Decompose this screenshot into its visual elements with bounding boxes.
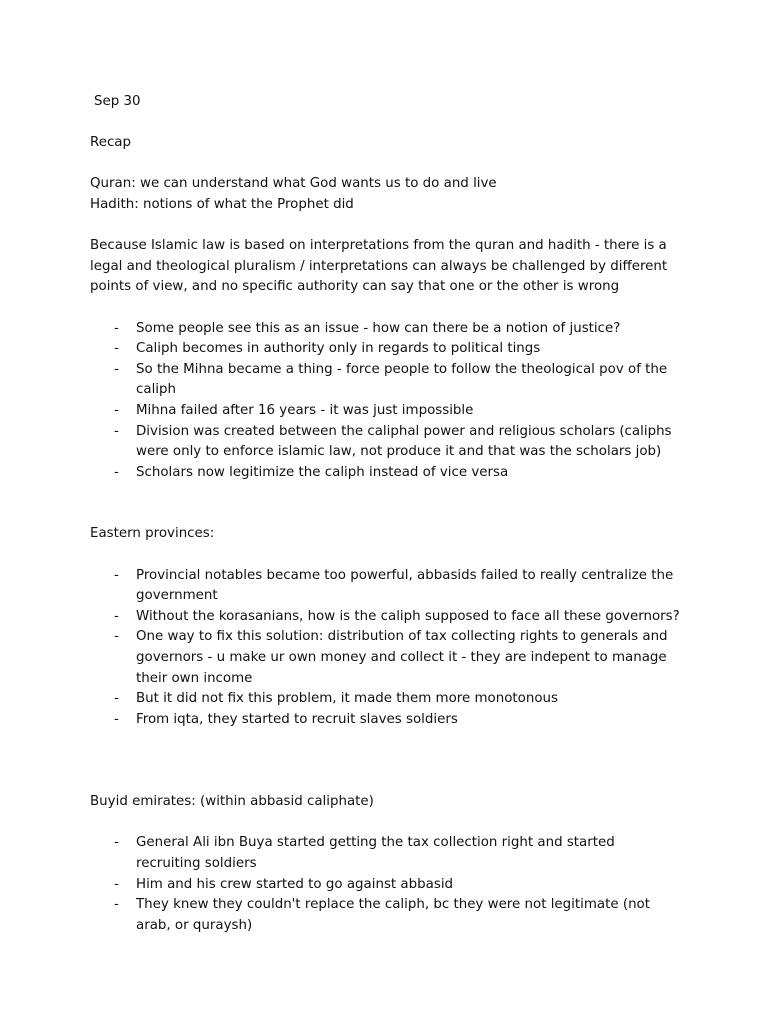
spacer (90, 545, 680, 566)
list-item (90, 627, 680, 689)
list-item (90, 895, 680, 936)
list-item (90, 710, 680, 731)
list-item (90, 833, 680, 874)
list-item-text: Him and his crew started to go against abbasid (136, 876, 454, 892)
list-item-text: Mihna failed after 16 years - it was just impossible (136, 402, 474, 418)
dash-marker: - (114, 608, 119, 624)
list-item (90, 339, 680, 360)
eastern-provinces-heading: Eastern provinces: (90, 526, 215, 542)
spacer (90, 113, 680, 134)
pluralism-paragraph: Because Islamic law is based on interpretations from the quran and hadith - there is a legal and theological pluralism / interpretations can always be challenged by different points of view, and no specific authority can say that one or the other is wrong (90, 238, 668, 295)
list-item-text: One way to fix this solution: distribution of tax collecting rights to generals and governors - u make ur own money and collect it - they are indepent to manage their own income (136, 629, 668, 686)
list-item-text: Without the korasanians, how is the caliph supposed to face all these governors? (136, 608, 680, 624)
dash-marker: - (114, 691, 119, 707)
list-item-text: Division was created between the caliphal power and religious scholars (caliphs were only to enforce islamic law, not produce it and that was the scholars job) (136, 423, 672, 460)
list-item-text: From iqta, they started to recruit slaves soldiers (136, 711, 458, 727)
hadith-line: Hadith: notions of what the Prophet did (90, 196, 354, 212)
list-item (90, 689, 680, 710)
dash-marker: - (114, 341, 119, 357)
dash-marker: - (114, 835, 119, 851)
dash-marker: - (114, 320, 119, 336)
dash-marker: - (114, 876, 119, 892)
list-item-text: They knew they couldn't replace the caliph, bc they were not legitimate (not arab, or quraysh) (136, 897, 650, 933)
quran-line: Quran: we can understand what God wants us to do and live (90, 176, 497, 192)
list-item (90, 875, 680, 896)
list-item-text: Scholars now legitimize the caliph instead of vice versa (136, 464, 509, 480)
dash-marker: - (114, 711, 119, 727)
list-item (90, 566, 680, 607)
spacer (90, 483, 680, 524)
spacer (90, 730, 680, 792)
spacer (90, 813, 680, 834)
recap-heading: Recap (90, 135, 132, 151)
dash-marker: - (114, 897, 119, 913)
list-item-text: Caliph becomes in authority only in regards to political tings (136, 341, 541, 357)
list-item-text: But it did not fix this problem, it made them more monotonous (136, 691, 558, 707)
eastern-bullet-list (90, 566, 680, 731)
list-item (90, 401, 680, 422)
dash-marker: - (114, 567, 119, 583)
list-item (90, 422, 680, 463)
list-item-text: General Ali ibn Buya started getting the tax collection right and started recruiting soldiers (136, 835, 615, 871)
spacer (90, 216, 680, 237)
list-item (90, 319, 680, 340)
dash-marker: - (114, 629, 119, 645)
list-item-text: Some people see this as an issue - how can there be a notion of justice? (136, 320, 621, 336)
list-item (90, 360, 680, 401)
buyid-bullet-list (90, 833, 680, 936)
spacer (90, 154, 680, 175)
document-page (90, 92, 680, 936)
dash-marker: - (114, 402, 119, 418)
recap-bullet-list (90, 319, 680, 484)
buyid-emirates-heading: Buyid emirates: (within abbasid caliphate) (90, 794, 374, 810)
list-item (90, 463, 680, 484)
dash-marker: - (114, 464, 119, 480)
list-item (90, 607, 680, 628)
date-heading: Sep 30 (94, 94, 141, 109)
spacer (90, 298, 680, 319)
dash-marker: - (114, 361, 119, 377)
list-item-text: So the Mihna became a thing - force people to follow the theological pov of the caliph (136, 361, 668, 398)
list-item-text: Provincial notables became too powerful, abbasids failed to really centralize the government (136, 567, 674, 604)
dash-marker: - (114, 423, 119, 439)
